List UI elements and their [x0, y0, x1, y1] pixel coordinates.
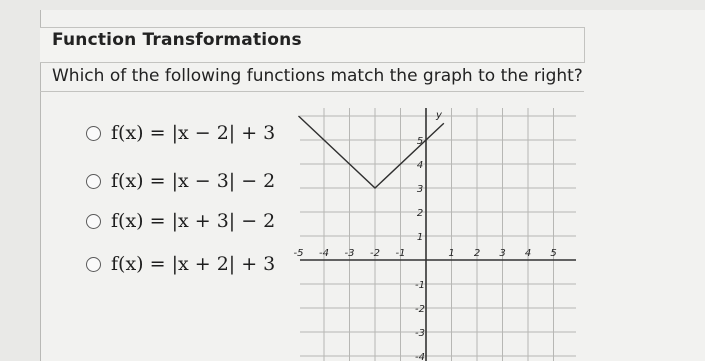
y-tick-label: -4	[415, 352, 425, 361]
x-tick-label: 4	[524, 248, 532, 259]
coordinate-graph	[293, 108, 576, 361]
y-tick-label: 5	[416, 136, 424, 147]
x-tick-label: 2	[473, 248, 481, 259]
x-tick-label: 5	[550, 248, 557, 259]
y-tick-label: 3	[416, 184, 424, 195]
y-tick-label: -3	[415, 328, 425, 339]
question-text: Which of the following functions match the graph to the right?	[52, 66, 583, 86]
option-label: f(x) = |x − 2| + 3	[111, 122, 276, 144]
y-tick-label: 2	[416, 208, 424, 219]
option-label: f(x) = |x + 3| − 2	[111, 210, 276, 232]
x-tick-label: -4	[319, 248, 329, 259]
x-tick-label: -2	[370, 248, 380, 259]
radio-button[interactable]	[86, 126, 101, 141]
x-tick-label: -1	[395, 248, 406, 259]
option-4[interactable]	[86, 250, 275, 278]
y-tick-label: -2	[415, 304, 425, 315]
y-tick-label: 1	[416, 232, 424, 243]
option-2[interactable]	[86, 167, 275, 195]
option-1[interactable]	[86, 119, 275, 147]
y-tick-label: 4	[416, 160, 424, 171]
x-tick-label: 1	[448, 248, 455, 259]
option-label: f(x) = |x − 3| − 2	[111, 170, 276, 192]
radio-button[interactable]	[86, 214, 101, 229]
page-title: Function Transformations	[52, 30, 302, 50]
y-tick-label: -1	[415, 280, 425, 291]
x-tick-label: -3	[344, 248, 355, 259]
radio-button[interactable]	[86, 174, 101, 189]
x-tick-label: 3	[499, 248, 506, 259]
option-label: f(x) = |x + 2| + 3	[111, 253, 276, 275]
option-3[interactable]	[86, 207, 275, 235]
function-graph-line	[299, 116, 444, 188]
x-tick-label: -5	[293, 248, 304, 259]
radio-button[interactable]	[86, 257, 101, 272]
y-axis-letter: y	[436, 110, 442, 121]
